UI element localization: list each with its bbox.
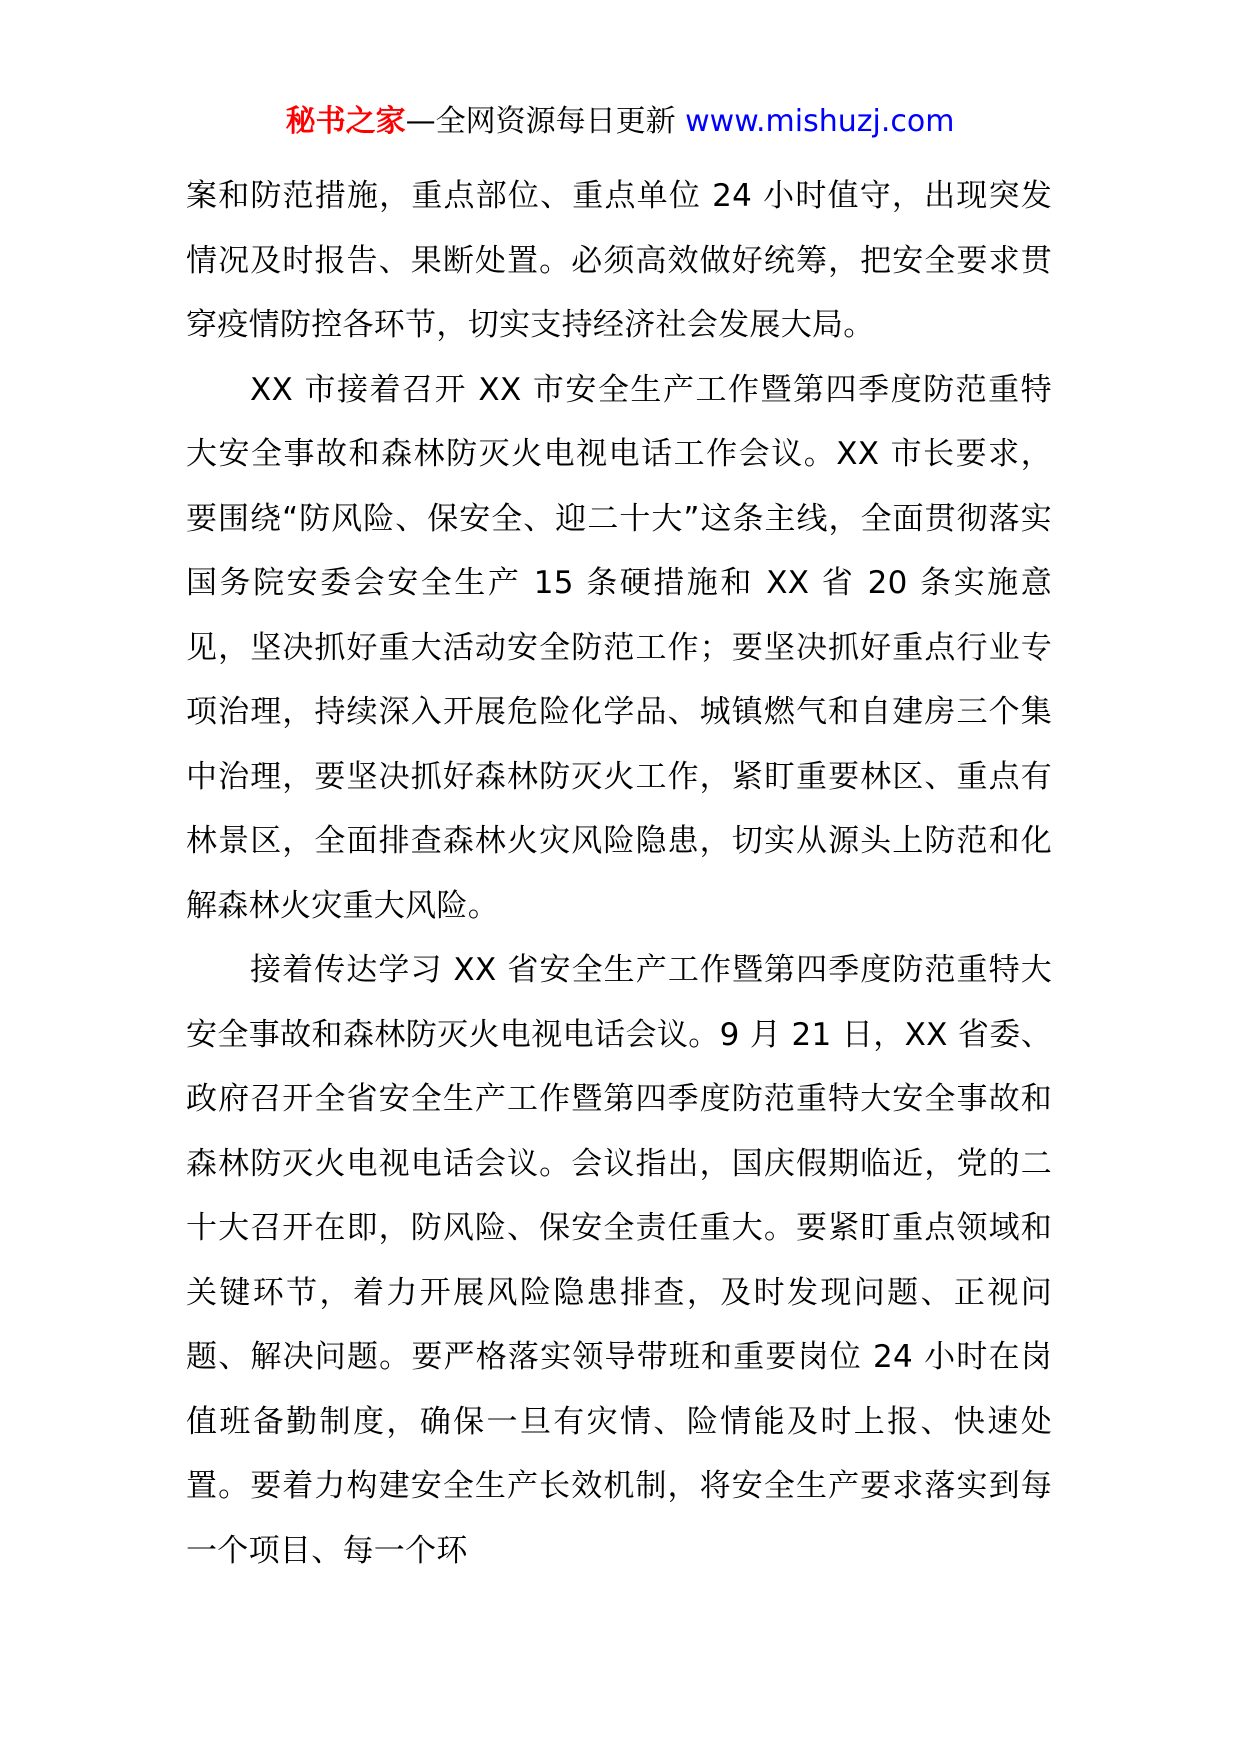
site-brand: 秘书之家: [285, 104, 406, 139]
paragraph-province-meeting: 接着传达学习 XX 省安全生产工作暨第四季度防范重特大安全事故和森林防灭火电视电话会议。9 月 21 日，XX 省委、政府召开全省安全生产工作暨第四季度防范重特大安全事故和森林防灭火电视电话会议。会议指出，国庆假期临近，党的二十大召开在即，防风险、保安全责任重大。要紧盯重点领域和关键环节，着力开展风险隐患排查，及时发现问题、正视问题、解决问题。要严格落实领导带班和重要岗位 24 小时在岗值班备勤制度，确保一旦有灾情、险情能及时上报、快速处置。要着力构建安全生产长效机制，将安全生产要求落实到每一个项目、每一个环: [186, 952, 1052, 1569]
site-url[interactable]: www.mishuzj.com: [685, 104, 955, 139]
paragraph-city-meeting: XX 市接着召开 XX 市安全生产工作暨第四季度防范重特大安全事故和森林防灭火电视电话工作会议。XX 市长要求，要围绕“防风险、保安全、迎二十大”这条主线，全面贯彻落实国务院安委会安全生产 15 条硬措施和 XX 省 20 条实施意见，坚决抓好重大活动安全防范工作；要坚决抓好重点行业专项治理，持续深入开展危险化学品、城镇燃气和自建房三个集中治理，要坚决抓好森林防灭火工作，紧盯重要林区、重点有林景区，全面排查森林火灾风险隐患，切实从源头上防范和化解森林火灾重大风险。: [186, 371, 1052, 924]
paragraph-continued: 案和防范措施，重点部位、重点单位 24 小时值守，出现突发情况及时报告、果断处置。必须高效做好统筹，把安全要求贯穿疫情防控各环节，切实支持经济社会发展大局。: [186, 178, 1052, 343]
site-slogan: —全网资源每日更新: [405, 104, 686, 139]
document-body: [186, 164, 1052, 1583]
site-header: [0, 102, 1240, 142]
